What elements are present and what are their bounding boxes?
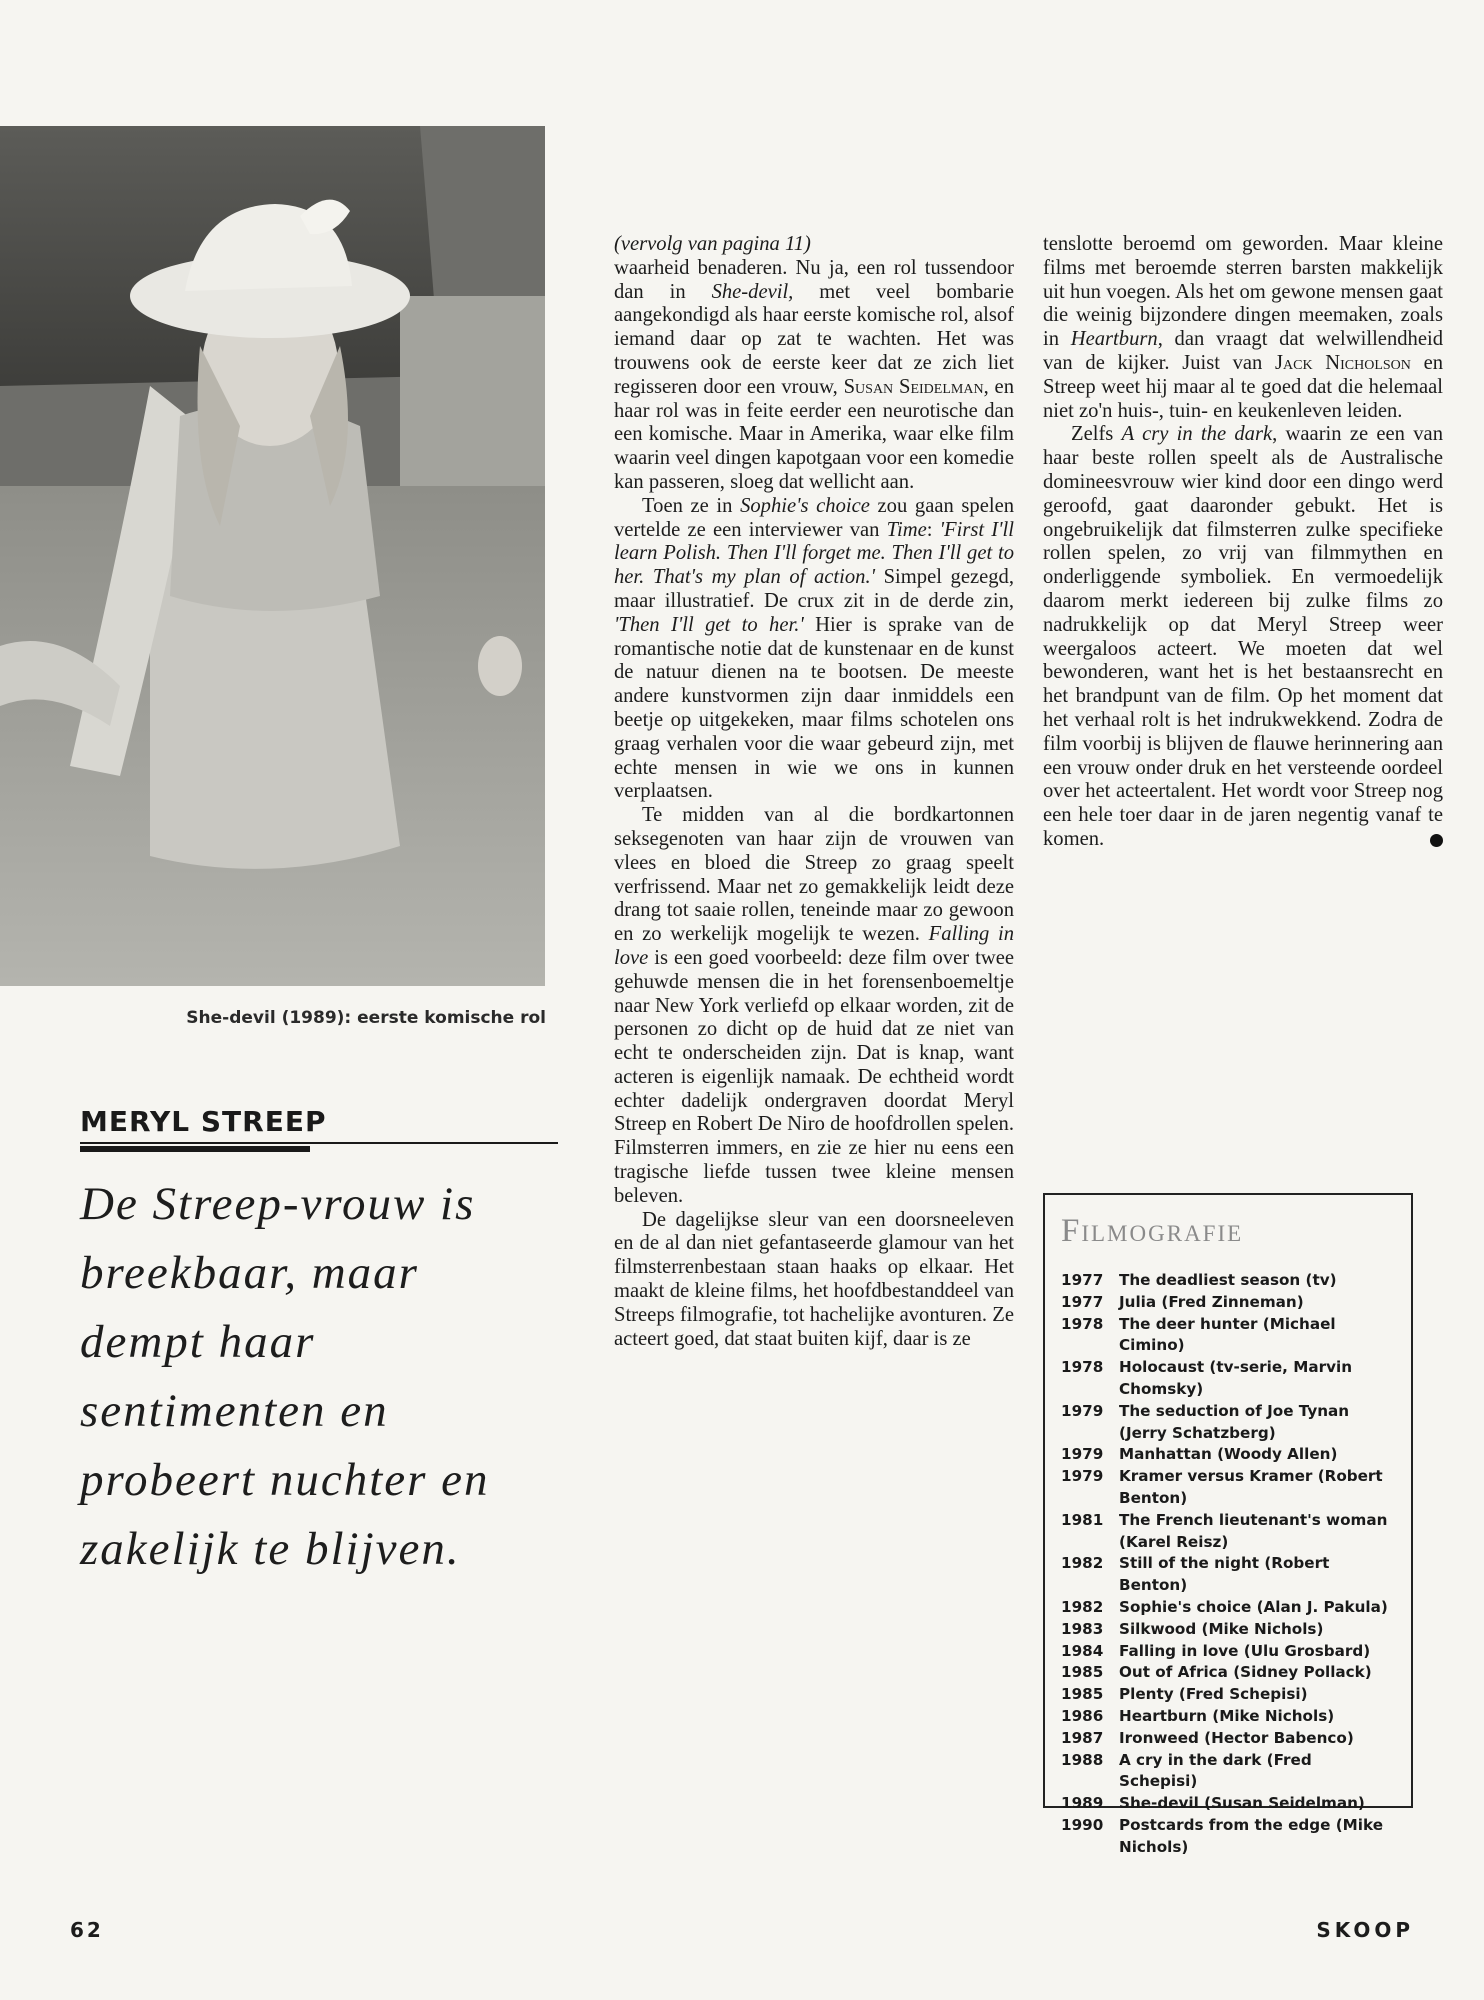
filmography-item xyxy=(1061,1292,1395,1314)
filmography-item xyxy=(1061,1793,1395,1815)
pullquote: De Streep-vrouw is breekbaar, maar dempt haar sentimenten en probeert nuchter en zakelijk te blijven. xyxy=(80,1178,490,1575)
photo-caption: She-devil (1989): eerste komische rol xyxy=(186,1008,546,1028)
film-year: 1986 xyxy=(1061,1706,1104,1725)
filmography-item xyxy=(1061,1641,1395,1663)
filmography-item xyxy=(1061,1357,1395,1401)
section-divider xyxy=(80,1142,558,1144)
filmography-item xyxy=(1061,1706,1395,1728)
film-year: 1983 xyxy=(1061,1619,1104,1638)
film-title: Falling in love (Ulu Grosbard) xyxy=(1119,1641,1371,1660)
filmography-item xyxy=(1061,1619,1395,1641)
film-year: 1985 xyxy=(1061,1685,1104,1704)
filmography-item xyxy=(1061,1270,1395,1292)
filmography-item xyxy=(1061,1684,1395,1706)
film-title: Heartburn (Mike Nichols) xyxy=(1119,1706,1335,1725)
film-title: Postcards from the edge (Mike Nichols) xyxy=(1119,1815,1383,1856)
film-year: 1982 xyxy=(1061,1554,1104,1573)
filmography-item xyxy=(1061,1401,1395,1445)
paragraph-3: Te midden van al die bordkartonnen seksegenoten van haar zijn de vrouwen van vlees en bloed die Streep zo graag speelt verfrissend. Maar net zo gemakkelijk leidt deze drang tot saaie rollen, teneinde maar zo gewoon en zo werkelijk mogelijk te wezen. Falling in love is een goed voorbeeld: deze film over twee gehuwde mensen die in het forensenboemeltje naar New York verliefd op elkaar worden, zit de personen zo dicht op de huid dat ze niet van echt te onderscheiden zijn. Dat is knap, want acteren is eigenlijk namaak. De echtheid wordt echter dadelijk ondergraven doordat Meryl Streep en Robert De Niro de hoofdrollen spelen. Filmsterren immers, en zie ze hier nu eens een tragische liefde tussen twee kleine mensen beleven. xyxy=(614,804,1014,1207)
film-title: Holocaust (tv-serie, Marvin Chomsky) xyxy=(1119,1358,1353,1398)
article-photo xyxy=(0,126,545,986)
film-title: The deer hunter (Michael Cimino) xyxy=(1119,1314,1336,1355)
film-year: 1984 xyxy=(1061,1641,1104,1660)
film-year: 1977 xyxy=(1061,1271,1104,1289)
film-title: Silkwood (Mike Nichols) xyxy=(1119,1619,1324,1638)
magazine-name: SKOOP xyxy=(1316,1918,1414,1942)
paragraph-4: De dagelijkse sleur van een doorsneeleven en de al dan niet gefantaseerde glamour van het filmsterrenbestaan staan haaks op elkaar. Het maakt de kleine films, het hoofdbestanddeel van Streeps filmografie, tot hachelijke avonturen. Ze acteert goed, dat staat buiten kijf, daar is ze xyxy=(614,1208,1014,1350)
filmography-item xyxy=(1061,1510,1395,1554)
film-title: Still of the night (Robert Benton) xyxy=(1119,1554,1330,1595)
section-divider-accent xyxy=(80,1146,310,1152)
film-title: Kramer versus Kramer (Robert Benton) xyxy=(1119,1467,1383,1507)
filmography-item xyxy=(1061,1314,1395,1358)
film-year: 1982 xyxy=(1061,1597,1104,1616)
paragraph-2: Toen ze in Sophie's choice zou gaan spelen vertelde ze een interviewer van Time: 'First I'll learn Polish. Then I'll forget me. Then I'll get to her. That's my plan of action.' Simpel gezegd, maar illustratief. De crux zit in de derde zin, 'Then I'll get to her.' Hier is sprake van de romantische notie dat de kunstenaar en de kunst de natuur dienen na te bootsen. De meeste andere kunstvormen zijn daar inmiddels een beetje op uitgekeken, maar films schotelen ons graag verhalen voor die waar gebeurd zijn, met echte mensen in wie we ons in kunnen verplaatsen. xyxy=(614,494,1015,803)
continuation-note: (vervolg van pagina 11) xyxy=(614,233,811,255)
filmography-item xyxy=(1061,1750,1395,1794)
film-title: Julia (Fred Zinneman) xyxy=(1119,1292,1304,1311)
film-title: Out of Africa (Sidney Pollack) xyxy=(1119,1663,1372,1682)
film-year: 1977 xyxy=(1061,1292,1104,1311)
paragraph-6: Zelfs A cry in the dark, waarin ze een van haar beste rollen speelt als de Australische domineesvrouw wier kind door een dingo werd geroofd, gaat daaronder gebukt. Het is ongebruikelijk dat filmsterren zulke specifieke rollen spelen, zo vrij van filmmythen en onderliggende symboliek. En vermoedelijk daarom merkt iedereen bij zulke films zo nadrukkelijk op dat Meryl Streep weer weergaloos acteert. We moeten dat wel bewonderen, want het is het bestaansrecht en het brandpunt van de film. Op het moment dat het verhaal rolt is het indrukwekkend. Zodra de film voorbij is blijven de flauwe herinnering aan een vrouw onder druk en het versteende oordeel over het acteertalent. Het wordt voor Streep nog een hele toer daar in de jaren negentig vanaf te komen. xyxy=(1043,423,1443,850)
film-year: 1989 xyxy=(1061,1794,1104,1813)
paragraph-5: tenslotte beroemd om geworden. Maar kleine films met beroemde sterren barsten makkelijk uit hun voegen. Als het om gewone mensen gaat die weinig bijzondere dingen meemaken, zoals in Heartburn, dan vraagt dat welwillendheid van de kijker. Juist van Jack Nicholson en Streep weet hij maar al te goed dat die helemaal niet zo'n huis-, tuin- en keukenleven leiden. xyxy=(1043,233,1444,422)
film-year: 1988 xyxy=(1061,1750,1104,1769)
filmography-title: Filmografie xyxy=(1061,1213,1244,1249)
film-year: 1978 xyxy=(1061,1358,1104,1377)
film-title: Manhattan (Woody Allen) xyxy=(1119,1445,1338,1464)
film-title: Plenty (Fred Schepisi) xyxy=(1119,1685,1308,1704)
film-title: She-devil (Susan Seidelman) xyxy=(1119,1794,1365,1813)
film-title: Sophie's choice (Alan J. Pakula) xyxy=(1119,1597,1388,1616)
filmography-list xyxy=(1061,1270,1395,1859)
film-year: 1979 xyxy=(1061,1401,1104,1420)
film-title: The deadliest season (tv) xyxy=(1119,1271,1337,1289)
filmography-item xyxy=(1061,1444,1395,1466)
filmography-item xyxy=(1061,1662,1395,1684)
article-column-2 xyxy=(1043,233,1443,852)
film-title: A cry in the dark (Fred Schepisi) xyxy=(1119,1750,1312,1791)
filmography-item xyxy=(1061,1597,1395,1619)
filmography-item xyxy=(1061,1815,1395,1859)
filmography-item xyxy=(1061,1466,1395,1510)
film-title: Ironweed (Hector Babenco) xyxy=(1119,1728,1354,1747)
film-title: The French lieutenant's woman (Karel Reisz) xyxy=(1119,1510,1388,1551)
page-number: 62 xyxy=(70,1918,104,1942)
photo-illustration xyxy=(0,126,545,986)
film-year: 1978 xyxy=(1061,1314,1104,1333)
film-year: 1985 xyxy=(1061,1663,1104,1682)
end-mark-icon xyxy=(1430,834,1443,847)
film-title: The seduction of Joe Tynan (Jerry Schatzberg) xyxy=(1119,1401,1350,1442)
filmography-item xyxy=(1061,1728,1395,1750)
section-title: MERYL STREEP xyxy=(80,1105,327,1138)
film-year: 1987 xyxy=(1061,1728,1104,1747)
filmography-item xyxy=(1061,1553,1395,1597)
article-column-1 xyxy=(614,233,1014,1351)
paragraph-1: waarheid benaderen. Nu ja, een rol tussendoor dan in She-devil, met veel bombarie aangekondigd als haar eerste komische rol, alsof iemand daar op zat te wachten. Het was trouwens ook de eerste keer dat ze zich liet regisseren door een vrouw, Susan Seidelman, en haar rol was in feite eerder een neurotische dan een komische. Maar in Amerika, waar elke film waarin veel dingen kapotgaan voor een komedie kan passeren, sloeg dat wellicht aan. xyxy=(614,256,1014,493)
film-year: 1979 xyxy=(1061,1445,1104,1464)
film-year: 1979 xyxy=(1061,1467,1104,1486)
film-year: 1990 xyxy=(1061,1815,1104,1834)
filmography-box xyxy=(1043,1193,1413,1856)
film-year: 1981 xyxy=(1061,1510,1104,1529)
